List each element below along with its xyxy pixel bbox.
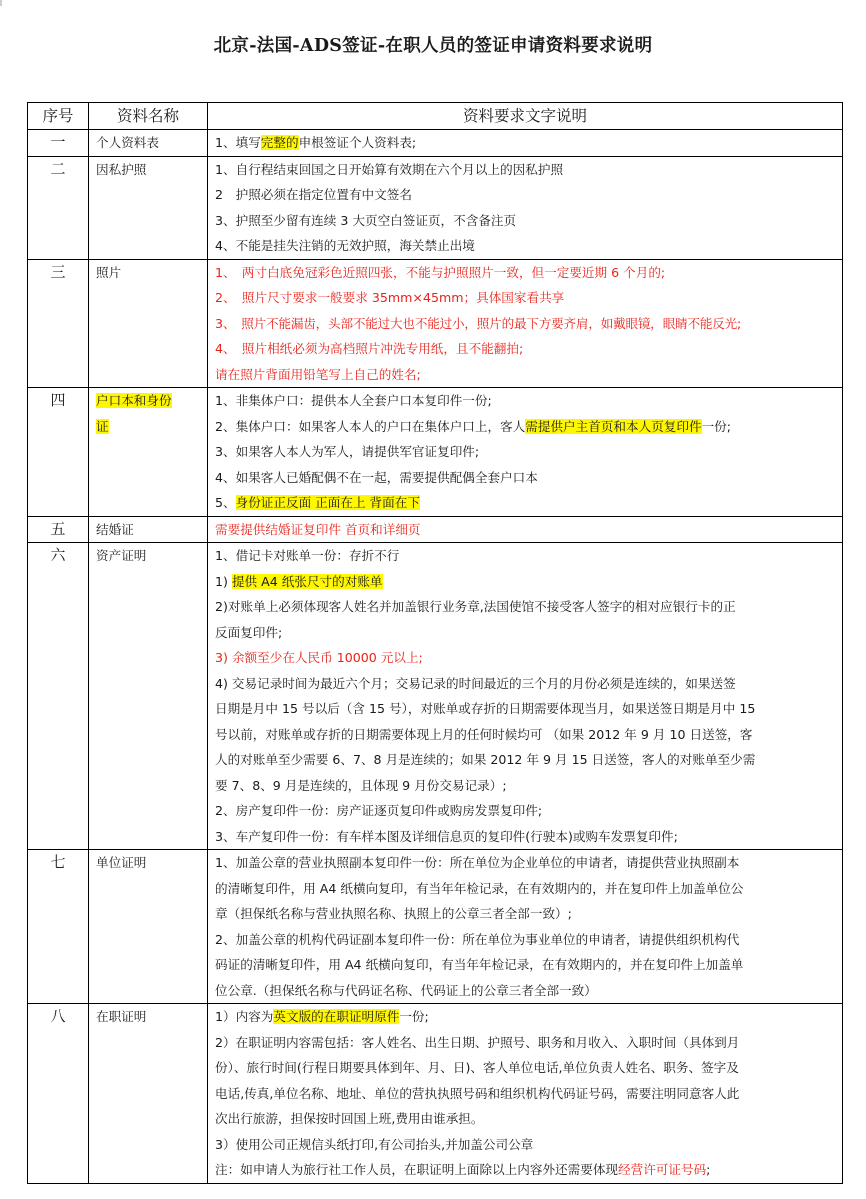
header-desc: 资料要求文字说明 [208, 103, 843, 130]
header-name: 资料名称 [89, 103, 208, 130]
desc-line: 注：如申请人为旅行社工作人员，在职证明上面除以上内容外还需要体现经营许可证号码; [215, 1162, 711, 1177]
desc-line: 1) 提供 A4 纸张尺寸的对账单 [215, 573, 383, 589]
table-row [28, 259, 843, 388]
desc-line: 1、借记卡对账单一份：存折不行 [215, 548, 400, 563]
desc-line: 1、加盖公章的营业执照副本复印件一份：所在单位为企业单位的申请者，请提供营业执照副本 [215, 855, 740, 870]
corner-mark [0, 0, 2, 6]
requirements-table [27, 102, 843, 1184]
desc-line: 章（担保纸名称与营业执照名称、执照上的公章三者全部一致）; [215, 906, 572, 921]
desc-line: 反面复印件; [215, 624, 283, 640]
desc-line: 位公章.（担保纸名称与代码证名称、代码证上的公章三者全部一致） [215, 982, 597, 998]
table-row [28, 1004, 843, 1184]
desc-line: 次出行旅游，担保按时回国上班,费用由谁承担。 [215, 1111, 484, 1126]
desc-line: 4、不能是挂失注销的无效护照，海关禁止出境 [215, 238, 475, 253]
table-header-row [28, 103, 843, 130]
row-desc [208, 516, 843, 543]
row-desc [208, 850, 843, 1004]
table-row [28, 516, 843, 543]
row-num: 四 [28, 388, 89, 517]
desc-line: 需要提供结婚证复印件 首页和详细页 [215, 521, 421, 537]
desc-line: 1、自行程结束回国之日开始算有效期在六个月以上的因私护照 [215, 161, 564, 177]
row-name: 结婚证 [89, 516, 208, 543]
desc-line: 2、集体户口：如果客人本人的户口在集体户口上，客人需提供户主首页和本人页复印件一份; [215, 418, 732, 434]
desc-line: 要 7、8、9 月是连续的，且体现 9 月份交易记录）; [215, 777, 507, 793]
desc-line: 日期是月中 15 号以后（含 15 号），对账单或存折的日期需要体现当月，如果送签日期是月中 15 [215, 701, 756, 716]
desc-line: 1、 两寸白底免冠彩色近照四张，不能与护照照片一致，但一定要近期 6 个月的; [215, 264, 666, 280]
desc-line: 5、身份证正反面 正面在上 背面在下 [215, 495, 420, 510]
row-name: 因私护照 [89, 156, 208, 259]
row-name: 单位证明 [89, 850, 208, 1004]
desc-line: 号以前，对账单或存折的日期需要体现上月的任何时候均可 （如果 2012 年 9 月 10 日送签，客 [215, 726, 753, 742]
desc-line: 3、车产复印件一份：有车样本图及详细信息页的复印件(行驶本)或购车发票复印件; [215, 828, 678, 844]
row-num: 六 [28, 543, 89, 850]
desc-line: 2)对账单上必须体现客人姓名并加盖银行业务章,法国使馆不接受客人签字的相对应银行卡的正 [215, 599, 736, 614]
row-num: 八 [28, 1004, 89, 1184]
row-num: 五 [28, 516, 89, 543]
row-name: 照片 [89, 259, 208, 388]
desc-line: 3、 照片不能漏齿，头部不能过大也不能过小，照片的最下方要齐肩，如戴眼镜，眼睛不能反光; [215, 315, 742, 331]
row-name: 户口本和身份 证 [89, 388, 208, 517]
row-num: 二 [28, 156, 89, 259]
desc-line: 3、如果客人本人为军人，请提供军官证复印件; [215, 444, 480, 459]
desc-line: 1、非集体户口：提供本人全套户口本复印件一份; [215, 393, 492, 408]
desc-line: 码证的清晰复印件，用 A4 纸横向复印，有当年年检记录，在有效期内的，并在复印件上加盖单 [215, 957, 744, 972]
row-name: 资产证明 [89, 543, 208, 850]
desc-line: 4、如果客人已婚配偶不在一起，需要提供配偶全套户口本 [215, 469, 538, 485]
desc-line: 1、填写完整的申根签证个人资料表; [215, 135, 417, 150]
row-desc [208, 1004, 843, 1184]
desc-line: 3、护照至少留有连续 3 大页空白签证页，不含备注页 [215, 212, 517, 228]
table-row [28, 543, 843, 850]
row-name: 在职证明 [89, 1004, 208, 1184]
desc-line: 的清晰复印件，用 A4 纸横向复印，有当年年检记录，在有效期内的，并在复印件上加盖单位公 [215, 880, 744, 896]
table-row [28, 388, 843, 517]
desc-line: 4、 照片相纸必须为高档照片冲洗专用纸，且不能翻拍; [215, 341, 524, 356]
desc-line: 请在照片背面用铅笔写上自己的姓名; [215, 366, 421, 382]
row-name: 个人资料表 [89, 130, 208, 157]
document-title: 北京-法国-ADS签证-在职人员的签证申请资料要求说明 [213, 36, 653, 56]
desc-line: 人的对账单至少需要 6、7、8 月是连续的；如果 2012 年 9 月 15 日送签，客人的对账单至少需 [215, 752, 756, 767]
row-num: 三 [28, 259, 89, 388]
desc-line: 电话,传真,单位名称、地址、单位的营执执照号码和组织机构代码证号码，需要注明同意客人此 [215, 1085, 740, 1101]
table-row [28, 850, 843, 1004]
row-desc [208, 130, 843, 157]
desc-line: 4) 交易记录时间为最近六个月；交易记录的时间最近的三个月的月份必须是连续的，如果送签 [215, 675, 736, 691]
desc-line: 2、房产复印件一份：房产证逐页复印件或购房发票复印件; [215, 803, 543, 818]
table-row [28, 156, 843, 259]
desc-line: 份）、旅行时间(行程日期要具体到年、月、日)、客人单位电话,单位负责人姓名、职务、签字及 [215, 1060, 739, 1075]
desc-line: 2、 照片尺寸要求一般要求 35mm×45mm；具体国家看共享 [215, 290, 565, 305]
row-num: 七 [28, 850, 89, 1004]
row-desc [208, 543, 843, 850]
desc-line: 2 护照必须在指定位置有中文签名 [215, 187, 412, 202]
desc-line: 3) 余额至少在人民币 10000 元以上; [215, 650, 423, 665]
row-desc [208, 259, 843, 388]
table-row [28, 130, 843, 157]
desc-line: 2、加盖公章的机构代码证副本复印件一份：所在单位为事业单位的申请者，请提供组织机构代 [215, 931, 740, 947]
row-desc [208, 388, 843, 517]
header-num: 序号 [28, 103, 89, 130]
desc-line: 3）使用公司正规信头纸打印,有公司抬头,并加盖公司公章 [215, 1136, 534, 1152]
desc-line: 2）在职证明内容需包括：客人姓名、出生日期、护照号、职务和月收入、入职时间（具体到月 [215, 1034, 740, 1050]
row-desc [208, 156, 843, 259]
row-num: 一 [28, 130, 89, 157]
desc-line: 1）内容为英文版的在职证明原件一份; [215, 1009, 429, 1024]
